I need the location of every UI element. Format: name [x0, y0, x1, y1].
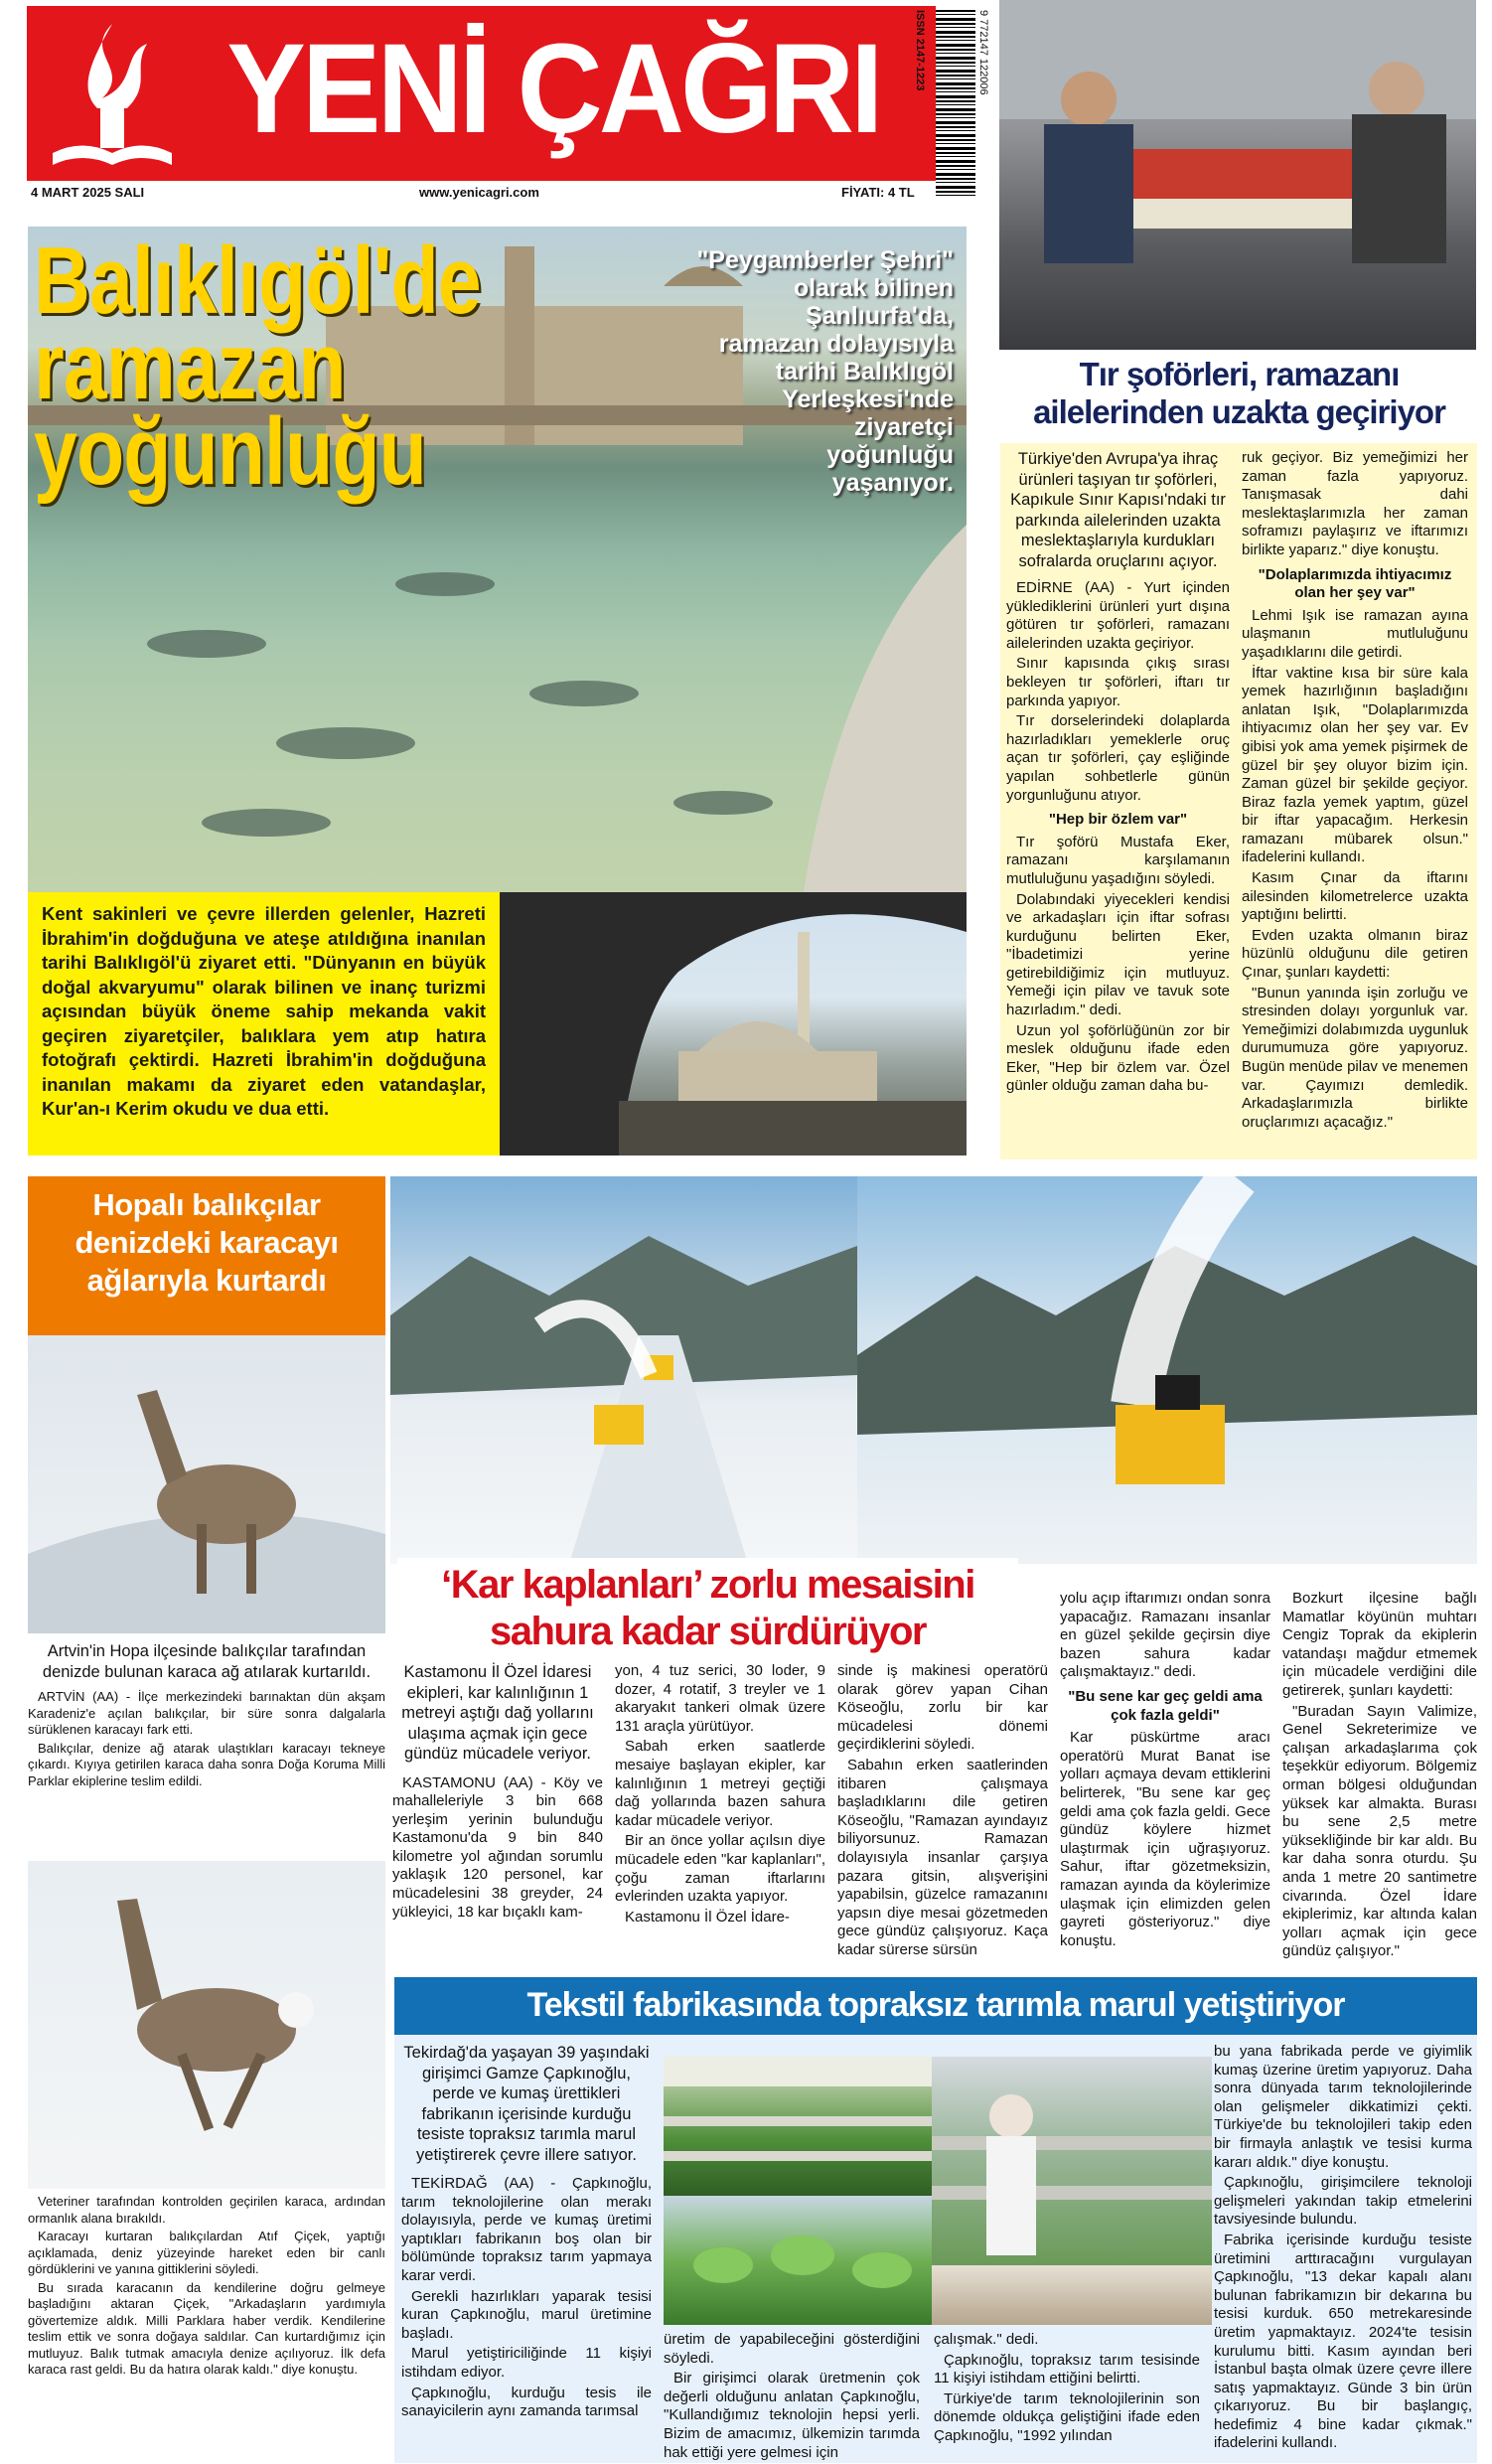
issn-text: ISSN 2147-1223 — [914, 10, 926, 91]
tekstil-paragraph: Fabrika içerisinde kurduğu tesiste üretimini arttıracağını vurgulayan Çapkınoğlu, "13 dekar kapalı alanı bulunan fabrikamızın bir dekarına bu tesisi kurduk. 650 metrekaresinde üretim yapmaktayız. 2024'te tesisin kurulumu bitti. Kasım ayından beri İstanbul başta olmak üzere çevre illere satış yapmaktayız. Günde 3 bin ürün çıkarıyoruz. Bu bir başlangıç, hedefimiz 4 bine kadar çıkmak." ifadelerini kullandı. — [1214, 2231, 1472, 2452]
snowplow-photo-1 — [390, 1176, 857, 1564]
balikligol-mosque-photo — [500, 892, 967, 1155]
kar-headline-line-2: sahura kadar sürdürüyor — [490, 1610, 926, 1653]
deck-line-1: "Peygamberler Şehri" — [696, 246, 954, 274]
kar-paragraph: Kar püskürtme aracı operatörü Murat Banat ise yolları açmaya devam ettiklerini belirterek, "Bu sene kar geç geldi ama çok fazla geldi. Gece gündüz köylere hizmet ulaştırmak için uğraşıyoruz. Sahur, iftar gözetmeksizin, ramazan ayında da köylerimize ulaşmak için elimizden gelen gayreti gösteriyoruz." diye konuştu. — [1060, 1729, 1270, 1949]
kar-column-1 — [392, 1662, 603, 1924]
deck-line-2: olarak bilinen — [793, 274, 954, 302]
hopa-deck: Artvin'in Hopa ilçesinde balıkçılar tarafından denizde bulunan karaca ağ atılarak kurtarıldı. — [42, 1642, 372, 1681]
tir-subhead-1: "Hep bir özlem var" — [1048, 811, 1188, 829]
barcode-bars — [936, 10, 975, 199]
kar-headline — [397, 1562, 1018, 1655]
kar-paragraph: yon, 4 tuz serici, 30 loder, 9 dozer, 4 rotatif, 3 treyler ve 1 akaryakıt tankeri olmak üzere 131 araçla yürütüyor. — [615, 1662, 825, 1735]
lettuce-art-3 — [664, 2196, 932, 2325]
tekstil-paragraph: Bir girişimci olarak üretmenin çok değerli olduğunu anlatan Çapkınoğlu, "Kullandığımız teknolojin hepsi yerli. Bizim de amacımız, ülkemizin tarımda hak ettiği yere gelmesi için — [664, 2370, 920, 2461]
tekstil-paragraph: Gerekli hazırlıkları yaparak tesisi kuran Çapkınoğlu, marul üretimine başladı. — [401, 2287, 652, 2342]
tekstil-column-1 — [401, 2043, 652, 2423]
tekstil-paragraph: TEKİRDAĞ (AA) - Çapkınoğlu, tarım teknolojilerine olan merakı dolayısıyla, perde ve kumaş üretimi yaptıkları fabrikanın boş olan bir bölümünde topraksız tarım yapmaya karar verdi. — [401, 2175, 652, 2284]
deck-line-5: tarihi Balıklıgöl — [775, 358, 954, 385]
masthead-title: YENİ ÇAĞRI — [226, 18, 880, 160]
kar-headline-line-1: ‘Kar kaplanları’ zorlu mesaisini — [441, 1563, 974, 1607]
website-link[interactable]: www.yenicagri.com — [419, 185, 539, 200]
deck-line-9: yaşanıyor. — [831, 469, 954, 497]
tir-subhead-2: "Dolaplarımızda ihtiyacımız olan her şey var" — [1258, 565, 1452, 602]
deck-line-6: Yerleşkesi'nde — [782, 385, 954, 413]
deck-line-4: ramazan dolayısıyla — [718, 330, 954, 358]
truck-drivers-iftar-photo — [999, 0, 1476, 350]
tir-headline — [993, 356, 1485, 431]
hopa-headline-box — [28, 1176, 385, 1335]
tir-paragraph: Uzun yol şoförlüğünün zor bir meslek olduğunu ifade eden Eker, "Hep bir özlem var. Özel günler olduğu zaman daha bu- — [1006, 1021, 1230, 1095]
tekstil-paragraph: Çapkınoğlu, girişimcilere teknoloji gelişmeleri yakından takip etmelerini tavsiyesinde bulundu. — [1214, 2174, 1472, 2229]
deer-art-1 — [28, 1335, 385, 1633]
kar-paragraph: Bir an önce yollar açılsın diye mücadele eden "kar kaplanları", çoğu zaman iftarlarını evlerinden uzakta yapıyor. — [615, 1832, 825, 1906]
tir-headline-line-1: Tır şoförleri, ramazanı — [1079, 356, 1400, 392]
tir-headline-line-2: ailelerinden uzakta geçiriyor — [1033, 393, 1445, 430]
balikligol-headline-line-2: ramazan — [34, 313, 346, 419]
snowplow-art-2 — [857, 1176, 1477, 1564]
balikligol-headline-line-1: Balıklıgöl'de — [34, 228, 481, 334]
tir-paragraph: Dolabındaki yiyecekleri kendisi ve arkadaşları için iftar sofrası kurduğunu belirten Eker, "İbadetimizi yerine getirebildiğimiz için mutluyuz. Yemeği için pilav ve tavuk sote hazırladım." dedi. — [1006, 890, 1230, 1019]
hopa-text-top — [28, 1637, 385, 1791]
balikligol-deck — [636, 246, 954, 497]
kar-paragraph: Sabahın erken saatlerinden itibaren çalışmaya başladıklarını dile getiren Köseoğlu, "Ramazan ayındayız biliyorsunuz. Ramazan dolayısıyla insanlar çarşıya pazara gitsin, alışverişini yapabilsin, güzelce ramazanını yapsın diye mesai gözetmeden gece gündüz çalışıyoruz. Kaça kadar sürerse sürsün — [837, 1756, 1048, 1958]
tir-paragraph: Evden uzakta olmanın biraz hüzünlü olduğunu dile getiren Çınar, şunları kaydetti: — [1242, 926, 1468, 982]
kar-column-2 — [615, 1662, 825, 1928]
kar-paragraph: Kastamonu İl Özel İdare- — [625, 1908, 790, 1925]
tir-paragraph: Kasım Çınar da iftarını ailesinden kilometrelerce uzakta yaptığını belirtti. — [1242, 869, 1468, 924]
tekstil-column-3 — [934, 2331, 1200, 2448]
balikligol-caption: Kent sakinleri ve çevre illerden gelenler, Hazreti İbrahim'in doğduğuna ve ateşe atıldığına inanılan tarihi Balıklıgöl'ü ziyaret etti. "Dünyanın en büyük doğal akvaryumu" olarak bilinen ve inanç turizmi açısından büyük öneme sahip mekanda vakit geçiren ziyaretçiler, balıklara yem atıp hatıra fotoğrafı çektirdi. Hazreti İbrahim'in doğduğuna inanılan makamı da ziyaret eden vatandaşlar, Kur'an-ı Kerim okudu ve dua etti. — [42, 903, 486, 1119]
hopa-paragraph: Bu sırada karacanın da kendilerine doğru gelmeye başladığını aktaran Çiçek, "Arkadaşların yardımıyla gövertemize aldık. Milli Parklara haber verdik. Kendilerine teslim ettik ve sonra doğaya saldılar. Can kurtardığımız için mutluyuz. Balık tutmak amacıyla denize açılıyoruz. İlk defa karaca rast geldi. Bu da hatıra olarak kaldı." diye konuştu. — [28, 2279, 385, 2377]
mosque-art — [500, 892, 967, 1155]
hopa-paragraph: Veteriner tarafından kontrolden geçirilen karaca, ardından ormanlık alana bırakıldı. — [28, 2194, 385, 2226]
tekstil-paragraph: üretim de yapabileceğini gösterdiğini söyledi. — [664, 2331, 920, 2367]
balikligol-caption-box — [28, 892, 500, 1155]
barcode-digits: 9 772147 122006 — [977, 10, 989, 95]
tir-paragraph: Sınır kapısında çıkış sırası bekleyen tır şoförleri, iftarı tır parkında yapıyor. — [1006, 655, 1230, 709]
kar-paragraph: "Buradan Sayın Valimize, Genel Sekreterimize ve çalışan arkadaşlarıma çok teşekkür ediyorum. Bölgemiz orman bölgesi olduğundan yüksek kar almakta. Burası bu sene 2,5 metre yüksekliğinde bir kar aldı. Bu kar daha sonra oturdu. Şu anda 1 metre 20 santimetre civarında. Özel İdare ekiplerimiz, kar altında kalan yolları açmak için gece gündüz çalışıyor." — [1282, 1702, 1477, 1960]
price: FİYATI: 4 TL — [841, 185, 915, 200]
hopa-paragraph: ARTVİN (AA) - İlçe merkezindeki barınaktan dün akşam Karadeniz'e açılan balıkçılar, bir süre sonra dalgalarla sürüklenen karacayı fark etti. — [28, 1689, 385, 1737]
truck-iftar-art — [999, 0, 1476, 350]
torch-book-logo-icon — [43, 14, 182, 173]
hopa-headline-line-1: Hopalı balıkçılar — [92, 1187, 321, 1222]
hopa-text-bottom — [28, 2194, 385, 2381]
hopa-headline-line-2: denizdeki karacayı — [75, 1225, 339, 1260]
tir-paragraph: Tır dorselerindeki dolaplarda hazırladıkları yemeklerle oruç açan tır şoförleri, çay eşliğinde yapılan sohbetlerle günün yorgunluğunu atıyor. — [1006, 712, 1230, 804]
tekstil-paragraph: Türkiye'de tarım teknolojilerinin son dönemde oldukça geliştiğini ifade eden Çapkınoğlu, "1992 yılından — [934, 2389, 1200, 2444]
tir-paragraph: "Bunun yanında işin zorluğu ve stresinden dolayı yorgunluk var. Yemeğimizi dolabımızda uygunluk durumumuza göre yapıyoruz. Bugün menüde pilav ve menemen var. Çayımızı demledik. Arkadaşlarımızla birlikte oruçlarımızı açacağız." — [1242, 984, 1468, 1131]
tekstil-deck: Tekirdağ'da yaşayan 39 yaşındaki girişimci Gamze Çapkınoğlu, perde ve kumaş ürettikleri fabrikanın içerisinde kurduğu tesiste topraksız tarımla marul yetiştirerek çevre illere satıyor. — [403, 2044, 650, 2164]
tekstil-headline: Tekstil fabrikasında topraksız tarımla marul yetiştiriyor — [526, 1986, 1345, 2024]
tir-paragraph: Lehmi Işık ise ramazan ayına ulaşmanın mutluluğunu yaşadıklarını dile getirdi. — [1242, 606, 1468, 661]
hopa-headline-line-3: ağlarıyla kurtardı — [86, 1263, 327, 1298]
kar-paragraph: yolu açıp iftarımızı ondan sonra yapacağız. Ramazanı insanlar en güzel şekilde geçirsin diye bazen sahura kadar çalışmaktayız." dedi. — [1060, 1590, 1270, 1681]
kar-column-5 — [1282, 1590, 1477, 1963]
kar-column-4 — [1060, 1590, 1270, 1952]
roe-deer-photo-2 — [28, 1861, 385, 2189]
hopa-paragraph: Karacayı kurtaran balıkçılardan Atıf Çiçek, yaptığı açıklamada, deniz yüzeyinde hareket eden bir canlı gördüklerini ve yanına gittiklerini söyledi. — [28, 2229, 385, 2276]
tir-paragraph: EDİRNE (AA) - Yurt içinden yüklediklerini ürünleri yurt dışına götüren tır şoförleri, ramazanı ailelerinden uzakta geçiriyor. — [1006, 579, 1230, 652]
lettuce-greenhouse-photo-1 — [664, 2057, 932, 2196]
tekstil-column-2 — [664, 2331, 920, 2464]
deer-art-2 — [28, 1861, 385, 2189]
kar-paragraph: KASTAMONU (AA) - Köy ve mahalleleriyle 3 bin 668 yerleşim yerinin bulunduğu Kastamonu'da 9 bin 840 kilometre yol ağından sorumlu yaklaşık 120 personel, kar mücadelesini 38 greyder, 24 yükleyici, 18 kar bıçaklı kam- — [392, 1773, 603, 1921]
kar-column-3 — [837, 1662, 1048, 1962]
tekstil-column-4 — [1214, 2043, 1472, 2455]
tekstil-paragraph: bu yana fabrikada perde ve giyimlik kumaş üzerine üretim yapıyoruz. Daha sonra dünyada tarım teknolojilerinde olan gelişmeler dikkatimizi çekti. Türkiye'de bu teknolojileri takip eden bir firmayla anlaştık ve tesisi kurma kararı aldık." diye konuştu. — [1214, 2043, 1472, 2171]
lettuce-art-2 — [932, 2057, 1212, 2265]
tir-column-2 — [1242, 449, 1468, 1134]
kar-paragraph: Sabah erken saatlerde mesaiye başlayan ekipler, kar kalınlığının 1 metreyi geçtiği dağ yollarında bazen sahura kadar mücadele veriyor. — [615, 1738, 825, 1829]
balikligol-headline-line-3: yoğunluğu — [34, 398, 426, 505]
tekstil-paragraph: Marul yetiştiriciliğinde 11 kişiyi istihdam ediyor. — [401, 2345, 652, 2381]
tir-paragraph: Tır şoförü Mustafa Eker, ramazanı karşılamanın mutluluğunu yaşadığını söyledi. — [1006, 833, 1230, 887]
lettuce-greenhouse-photo-2 — [932, 2057, 1212, 2265]
hopa-headline — [36, 1186, 377, 1300]
snowplow-photo-2 — [857, 1176, 1477, 1564]
tir-deck: Türkiye'den Avrupa'ya ihraç ürünleri taşıyan tır şoförleri, Kapıkule Sınır Kapısı'ndaki tır parkında ailelerinden uzakta meslektaşlarıyla kurdukları sofralarda oruçlarını açıyor. — [1010, 450, 1226, 570]
kar-paragraph: Bozkurt ilçesine bağlı Mamatlar köyünün muhtarı Cengiz Toprak da ekiplerin vatandaşı mağdur etmemek için mücadele verdiğini dile getirerek, şunları kaydetti: — [1282, 1590, 1477, 1699]
tekstil-paragraph: çalışmak." dedi. — [934, 2331, 1039, 2348]
deck-line-3: Şanlıurfa'da, — [805, 302, 954, 330]
snowplow-art-1 — [390, 1176, 857, 1564]
hopa-paragraph: Balıkçılar, denize ağ atarak ulaştıkları karacayı tekneye çıkardı. Kıyıya getirilen karaca daha sonra Doğa Koruma Milli Parklar ekiplerine teslim edildi. — [28, 1740, 385, 1788]
lettuce-greenhouse-photo-4 — [932, 2265, 1212, 2325]
deck-line-8: yoğunluğu — [826, 441, 954, 469]
lettuce-greenhouse-photo-3 — [664, 2196, 932, 2325]
kar-paragraph: sinde iş makinesi operatörü olarak görev yapan Cihan Köseoğlu, zorlu bir kar mücadelesi dönemi geçirdiklerini söyledi. — [837, 1662, 1048, 1754]
tir-column-1 — [1006, 449, 1230, 1098]
tir-paragraph: İftar vaktine kısa bir süre kala yemek hazırlığının başladığını anlatan Işık, "Dolaplarımızda ihtiyacımız olan her şey var. Ev gibisi yok ama yemek pişirmek de güzel bir şey oluyor bizim için. Zaman güzel bir şekilde geçiyor. Biraz fazla yemek yaptım, güzel bir iftar yapacağım. Herkesin ramazanı mübarek olsun." ifadelerini kullandı. — [1242, 664, 1468, 866]
tir-paragraph: ruk geçiyor. Biz yemeğimizi her zaman fazla yapıyoruz. Tanışmasak dahi meslektaşlarımızla her zaman soframızı paylaşırız ve iftarımızı birlikte yaparız." diye konuştu. — [1242, 449, 1468, 558]
kar-subhead: "Bu sene kar geç geldi ama çok fazla geldi" — [1068, 1687, 1263, 1724]
lettuce-art-1 — [664, 2057, 932, 2196]
kar-deck: Kastamonu İl Özel İdaresi ekipleri, kar kalınlığının 1 metreyi aştığı dağ yollarını ulaşıma açmak için gece gündüz mücadele veriyor. — [401, 1663, 594, 1763]
tekstil-paragraph: Çapkınoğlu, kurduğu tesis ile sanayicilerin aynı zamanda tarımsal — [401, 2384, 652, 2420]
masthead — [27, 0, 936, 199]
tekstil-paragraph: Çapkınoğlu, topraksız tarım tesisinde 11 kişiyi istihdam ettiğini belirtti. — [934, 2351, 1200, 2387]
deck-line-7: ziyaretçi — [853, 413, 954, 441]
barcode — [912, 8, 989, 203]
balikligol-headline — [34, 228, 481, 505]
roe-deer-photo-1 — [28, 1335, 385, 1633]
issue-date: 4 MART 2025 SALI — [31, 185, 145, 200]
